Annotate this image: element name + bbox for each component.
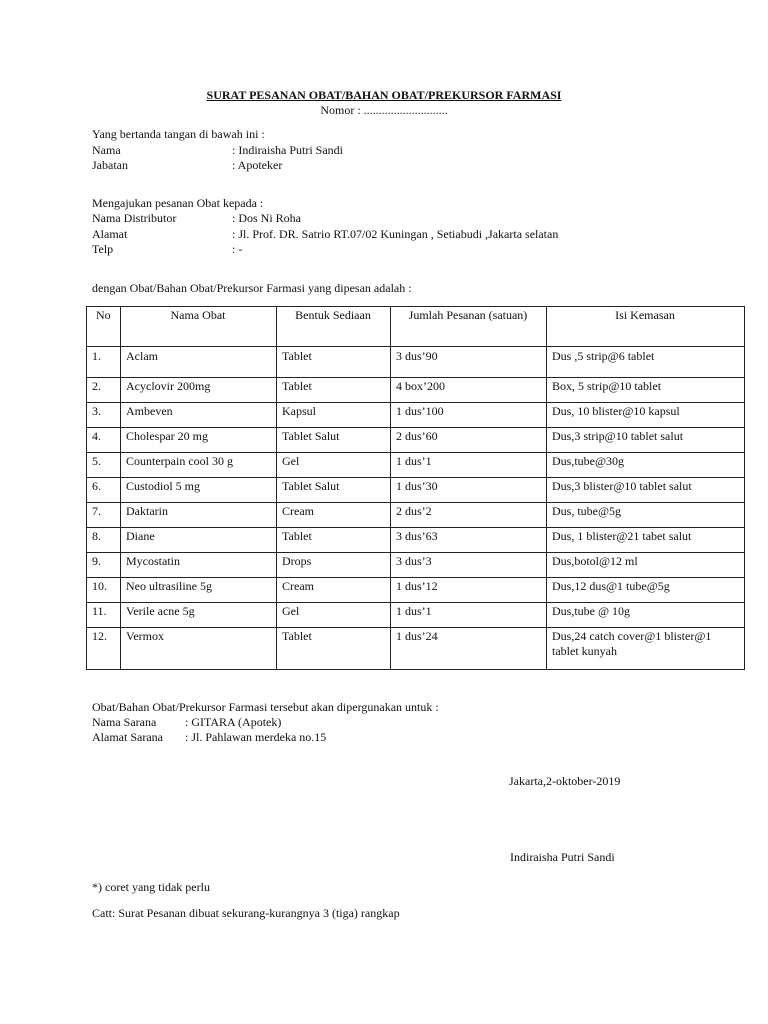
cell-isi-kemasan: Box, 5 strip@10 tablet <box>547 378 745 403</box>
cell-isi-kemasan: Dus,3 strip@10 tablet salut <box>547 428 745 453</box>
cell-no: 5. <box>87 453 121 478</box>
cell-isi-kemasan: Dus,12 dus@1 tube@5g <box>547 578 745 603</box>
document-number: Nomor : ............................ <box>320 103 448 117</box>
distributor-address-value: : Jl. Prof. DR. Satrio RT.07/02 Kuningan , Setiabudi ,Jakarta selatan <box>232 227 559 241</box>
cell-bentuk-sediaan: Tablet <box>277 347 391 378</box>
order-table <box>86 306 745 670</box>
cell-isi-kemasan: Dus ,5 strip@6 tablet <box>547 347 745 378</box>
cell-no: 1. <box>87 347 121 378</box>
cell-no: 10. <box>87 578 121 603</box>
cell-no: 4. <box>87 428 121 453</box>
cell-bentuk-sediaan: Cream <box>277 503 391 528</box>
cell-jumlah: 1 dus’24 <box>391 628 547 670</box>
cell-jumlah: 2 dus’60 <box>391 428 547 453</box>
cell-no: 9. <box>87 553 121 578</box>
cell-nama-obat: Counterpain cool 30 g <box>121 453 277 478</box>
table-row <box>87 628 745 670</box>
cell-nama-obat: Diane <box>121 528 277 553</box>
header-isi-kemasan: Isi Kemasan <box>547 307 745 347</box>
cell-jumlah: 2 dus’2 <box>391 503 547 528</box>
signature-name: Indiraisha Putri Sandi <box>510 850 615 864</box>
note-copies: Catt: Surat Pesanan dibuat sekurang-kurangnya 3 (tiga) rangkap <box>92 906 400 920</box>
table-row <box>87 378 745 403</box>
cell-isi-kemasan: Dus, 1 blister@21 tabet salut <box>547 528 745 553</box>
distributor-intro: Mengajukan pesanan Obat kepada : <box>92 196 264 210</box>
table-row <box>87 603 745 628</box>
header-no: No <box>87 307 121 347</box>
cell-no: 11. <box>87 603 121 628</box>
cell-nama-obat: Mycostatin <box>121 553 277 578</box>
distributor-name-label: Nama Distributor <box>92 211 177 225</box>
signer-name-value: : Indiraisha Putri Sandi <box>232 143 343 157</box>
cell-jumlah: 3 dus’3 <box>391 553 547 578</box>
signer-name-label: Nama <box>92 143 121 157</box>
cell-jumlah: 1 dus’12 <box>391 578 547 603</box>
cell-jumlah: 4 box’200 <box>391 378 547 403</box>
cell-no: 7. <box>87 503 121 528</box>
table-row <box>87 503 745 528</box>
document-title: SURAT PESANAN OBAT/BAHAN OBAT/PREKURSOR FARMASI <box>206 88 562 102</box>
cell-bentuk-sediaan: Tablet <box>277 378 391 403</box>
cell-isi-kemasan: Dus,tube @ 10g <box>547 603 745 628</box>
note-strike: *) coret yang tidak perlu <box>92 880 210 894</box>
cell-bentuk-sediaan: Gel <box>277 453 391 478</box>
cell-isi-kemasan: Dus,botol@12 ml <box>547 553 745 578</box>
cell-jumlah: 3 dus’63 <box>391 528 547 553</box>
facility-address-value: : Jl. Pahlawan merdeka no.15 <box>185 730 327 744</box>
table-row <box>87 428 745 453</box>
facility-address-label: Alamat Sarana <box>92 730 163 744</box>
cell-isi-kemasan: Dus,tube@30g <box>547 453 745 478</box>
cell-no: 2. <box>87 378 121 403</box>
usage-intro: Obat/Bahan Obat/Prekursor Farmasi tersebut akan dipergunakan untuk : <box>92 700 439 714</box>
cell-bentuk-sediaan: Drops <box>277 553 391 578</box>
table-row <box>87 578 745 603</box>
distributor-phone-label: Telp <box>92 242 114 256</box>
signer-position-value: : Apoteker <box>232 158 283 172</box>
signature-place-date: Jakarta,2-oktober-2019 <box>509 774 621 788</box>
cell-isi-kemasan: Dus,3 blister@10 tablet salut <box>547 478 745 503</box>
cell-no: 8. <box>87 528 121 553</box>
signer-position-label: Jabatan <box>92 158 128 172</box>
header-nama-obat: Nama Obat <box>121 307 277 347</box>
table-row <box>87 553 745 578</box>
cell-isi-kemasan: Dus, tube@5g <box>547 503 745 528</box>
cell-jumlah: 3 dus’90 <box>391 347 547 378</box>
cell-jumlah: 1 dus’1 <box>391 603 547 628</box>
table-row <box>87 403 745 428</box>
cell-isi-kemasan: Dus,24 catch cover@1 blister@1 tablet kunyah <box>547 628 745 670</box>
cell-bentuk-sediaan: Tablet <box>277 628 391 670</box>
cell-nama-obat: Ambeven <box>121 403 277 428</box>
cell-nama-obat: Verile acne 5g <box>121 603 277 628</box>
cell-bentuk-sediaan: Tablet Salut <box>277 478 391 503</box>
cell-nama-obat: Acyclovir 200mg <box>121 378 277 403</box>
cell-nama-obat: Cholespar 20 mg <box>121 428 277 453</box>
table-row <box>87 453 745 478</box>
cell-nama-obat: Aclam <box>121 347 277 378</box>
cell-bentuk-sediaan: Tablet Salut <box>277 428 391 453</box>
header-bentuk-sediaan: Bentuk Sediaan <box>277 307 391 347</box>
distributor-name-value: : Dos Ni Roha <box>232 211 301 225</box>
table-header-row <box>87 307 745 347</box>
cell-jumlah: 1 dus’30 <box>391 478 547 503</box>
cell-bentuk-sediaan: Kapsul <box>277 403 391 428</box>
cell-isi-kemasan: Dus, 10 blister@10 kapsul <box>547 403 745 428</box>
table-row <box>87 478 745 503</box>
cell-no: 3. <box>87 403 121 428</box>
facility-name-label: Nama Sarana <box>92 715 157 729</box>
cell-jumlah: 1 dus’1 <box>391 453 547 478</box>
facility-name-value: : GITARA (Apotek) <box>185 715 282 729</box>
header-jumlah-pesanan: Jumlah Pesanan (satuan) <box>391 307 547 347</box>
distributor-phone-value: : - <box>232 242 243 256</box>
cell-no: 12. <box>87 628 121 670</box>
cell-nama-obat: Custodiol 5 mg <box>121 478 277 503</box>
cell-nama-obat: Neo ultrasiline 5g <box>121 578 277 603</box>
distributor-address-label: Alamat <box>92 227 128 241</box>
table-row <box>87 347 745 378</box>
cell-nama-obat: Vermox <box>121 628 277 670</box>
table-intro: dengan Obat/Bahan Obat/Prekursor Farmasi yang dipesan adalah : <box>92 281 412 295</box>
cell-jumlah: 1 dus’100 <box>391 403 547 428</box>
signer-intro: Yang bertanda tangan di bawah ini : <box>92 127 265 141</box>
cell-no: 6. <box>87 478 121 503</box>
cell-bentuk-sediaan: Cream <box>277 578 391 603</box>
cell-bentuk-sediaan: Gel <box>277 603 391 628</box>
cell-bentuk-sediaan: Tablet <box>277 528 391 553</box>
cell-nama-obat: Daktarin <box>121 503 277 528</box>
table-row <box>87 528 745 553</box>
